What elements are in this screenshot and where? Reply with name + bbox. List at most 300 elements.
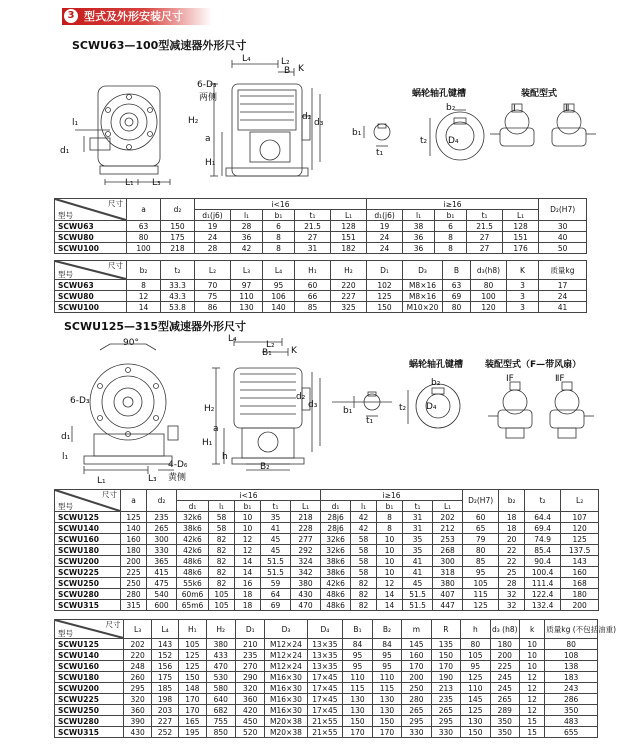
table-cell: 3 bbox=[507, 291, 539, 302]
table-cell: 10 bbox=[235, 523, 261, 534]
table-cell: 248 bbox=[124, 661, 151, 672]
table-row bbox=[55, 221, 587, 232]
table-cell: 24 bbox=[367, 243, 403, 254]
table-cell: 350 bbox=[490, 727, 519, 738]
table-cell: 27 bbox=[467, 243, 503, 254]
table-cell: 42 bbox=[231, 243, 263, 254]
model-cell: SCWU200 bbox=[55, 683, 124, 694]
table-cell: 10 bbox=[377, 567, 403, 578]
column-header: L₃ bbox=[124, 620, 151, 639]
s2-dim-d3: d₃ bbox=[308, 400, 318, 410]
table-cell: 430 bbox=[124, 727, 151, 738]
table-cell: 160 bbox=[402, 650, 431, 661]
table-cell: 28j6 bbox=[321, 512, 351, 523]
table-cell: 220 bbox=[331, 280, 367, 291]
table-cell: 24 bbox=[367, 232, 403, 243]
table-cell: 202 bbox=[124, 639, 151, 650]
table-cell: 38k6 bbox=[321, 567, 351, 578]
table-row bbox=[55, 534, 599, 545]
table-cell: 95 bbox=[343, 661, 372, 672]
table-cell: M8×16 bbox=[403, 291, 443, 302]
table-cell: 228 bbox=[291, 523, 321, 534]
table-cell: 168 bbox=[561, 578, 599, 589]
table2 bbox=[54, 260, 587, 313]
table-cell: 106 bbox=[263, 291, 295, 302]
table-cell: 28j6 bbox=[321, 523, 351, 534]
table-cell: 10 bbox=[520, 650, 545, 661]
table-cell: 295 bbox=[431, 716, 460, 727]
table-cell: 19 bbox=[195, 221, 231, 232]
s2-foot-label: 4-D₆ bbox=[168, 460, 188, 470]
corner-top-label: 尺寸 bbox=[108, 261, 123, 270]
s2-dim-d1: d₁ bbox=[61, 432, 71, 442]
column-header: H₂ bbox=[206, 620, 235, 639]
column-header: d₂ bbox=[161, 199, 195, 221]
table-cell: 132.4 bbox=[525, 600, 561, 611]
s1-dim-H1: H₁ bbox=[205, 158, 216, 168]
corner-bottom-label: 型号 bbox=[58, 211, 73, 220]
table-cell: 325 bbox=[331, 302, 367, 313]
table-cell: 250 bbox=[402, 683, 431, 694]
column-header: d₁(j6) bbox=[367, 210, 403, 221]
table-cell: M12×24 bbox=[265, 650, 307, 661]
table-cell: 210 bbox=[235, 639, 264, 650]
table-cell: 433 bbox=[206, 650, 235, 661]
table-cell: 125 bbox=[461, 705, 490, 716]
table-cell: M16×30 bbox=[265, 705, 307, 716]
table-cell: 520 bbox=[235, 727, 264, 738]
table-cell: 198 bbox=[151, 694, 178, 705]
table-cell: 330 bbox=[147, 545, 177, 556]
table-cell: 42k6 bbox=[177, 534, 209, 545]
table-cell: 42k6 bbox=[321, 578, 351, 589]
table-cell: 280 bbox=[121, 589, 147, 600]
s1-dim-d2: d₂ bbox=[302, 112, 312, 122]
table-cell: 150 bbox=[179, 672, 206, 683]
table-cell: 27 bbox=[295, 232, 331, 243]
section1-title: SCWU63—100型减速器外形尺寸 bbox=[72, 39, 247, 52]
table-cell: 36 bbox=[231, 232, 263, 243]
table-cell: 150 bbox=[367, 302, 403, 313]
table-cell: 120 bbox=[471, 302, 507, 313]
table3 bbox=[54, 489, 599, 611]
table-cell: 200 bbox=[121, 556, 147, 567]
table-cell: 175 bbox=[151, 672, 178, 683]
table-cell: 51.5 bbox=[261, 567, 291, 578]
table-cell: 12 bbox=[235, 545, 261, 556]
table-cell: 82 bbox=[351, 600, 377, 611]
table-cell: 48k6 bbox=[321, 600, 351, 611]
table-cell: 380 bbox=[291, 578, 321, 589]
table-cell: 130 bbox=[461, 716, 490, 727]
table-row bbox=[55, 589, 599, 600]
table-cell: 108 bbox=[545, 650, 598, 661]
model-cell: SCWU100 bbox=[55, 302, 127, 313]
corner-bottom-label: 型号 bbox=[58, 502, 73, 511]
table-cell: 45 bbox=[261, 534, 291, 545]
table-cell: 14 bbox=[127, 302, 161, 313]
table-cell: 150 bbox=[343, 716, 372, 727]
table-cell: 130 bbox=[343, 694, 372, 705]
table-cell: M10×20 bbox=[403, 302, 443, 313]
table-cell: 12 bbox=[520, 683, 545, 694]
table-cell: 125 bbox=[463, 600, 499, 611]
table-cell: 102 bbox=[367, 280, 403, 291]
s1-worm-keyway-label: 蜗轮轴孔键槽 bbox=[412, 89, 467, 99]
table-cell: 420 bbox=[235, 705, 264, 716]
table-cell: 8 bbox=[435, 232, 467, 243]
table-cell: 17 bbox=[539, 280, 587, 291]
table-cell: 41 bbox=[539, 302, 587, 313]
group-header-i-lt-16: i<16 bbox=[195, 199, 367, 210]
table-cell: 17×45 bbox=[307, 694, 343, 705]
table-cell: 143 bbox=[151, 639, 178, 650]
s2-dim-b2: b₂ bbox=[431, 378, 441, 388]
table-cell: 145 bbox=[402, 639, 431, 650]
column-header: L₄ bbox=[151, 620, 178, 639]
table-cell: 300 bbox=[147, 534, 177, 545]
column-header: d₃(h8) bbox=[471, 261, 507, 280]
table-row bbox=[55, 639, 598, 650]
corner-top-label: 尺寸 bbox=[102, 490, 117, 499]
s2-dim-L4: L₄ bbox=[228, 334, 237, 344]
table-cell: 16 bbox=[235, 578, 261, 589]
table-cell: 35 bbox=[261, 512, 291, 523]
table-cell: 218 bbox=[161, 243, 195, 254]
table-cell: 160 bbox=[121, 534, 147, 545]
table-cell: 10 bbox=[235, 512, 261, 523]
table-cell: 60m6 bbox=[177, 589, 209, 600]
table-cell: 183 bbox=[545, 672, 598, 683]
column-header: t₂ bbox=[525, 490, 561, 512]
table-cell: 380 bbox=[433, 578, 463, 589]
table-cell: 36 bbox=[403, 243, 435, 254]
table-cell: 10 bbox=[520, 639, 545, 650]
table-cell: 13×35 bbox=[307, 639, 343, 650]
table-cell: 10 bbox=[377, 534, 403, 545]
model-cell: SCWU160 bbox=[55, 534, 121, 545]
column-header: a bbox=[127, 199, 161, 221]
table-cell: 66 bbox=[295, 291, 331, 302]
model-cell: SCWU280 bbox=[55, 716, 124, 727]
table-cell: 85.4 bbox=[525, 545, 561, 556]
table-cell: 110 bbox=[461, 683, 490, 694]
column-header: B₂ bbox=[372, 620, 401, 639]
corner-bottom-label: 型号 bbox=[58, 270, 73, 279]
table-cell: 18 bbox=[235, 589, 261, 600]
table-corner-header bbox=[55, 199, 127, 221]
s1-dim-t1: t₁ bbox=[376, 148, 384, 158]
model-cell: SCWU100 bbox=[55, 243, 127, 254]
table-cell: 22 bbox=[499, 545, 525, 556]
table-cell: 170 bbox=[431, 661, 460, 672]
model-cell: SCWU80 bbox=[55, 232, 127, 243]
table-cell: 6 bbox=[263, 221, 295, 232]
table-cell: 180 bbox=[561, 589, 599, 600]
s1-dim-B: B bbox=[284, 66, 291, 76]
column-header: t₁ bbox=[467, 210, 503, 221]
table-cell: 200 bbox=[561, 600, 599, 611]
table-cell: 320 bbox=[235, 683, 264, 694]
table-cell: 320 bbox=[124, 694, 151, 705]
table-cell: 252 bbox=[151, 727, 178, 738]
table-cell: M16×30 bbox=[265, 672, 307, 683]
table-cell: 85 bbox=[463, 556, 499, 567]
table-cell: 265 bbox=[402, 705, 431, 716]
table-cell: 79 bbox=[463, 534, 499, 545]
table-cell: M12×24 bbox=[265, 661, 307, 672]
table-cell: 148 bbox=[179, 683, 206, 694]
column-header: B bbox=[443, 261, 471, 280]
table-cell: 64.4 bbox=[525, 512, 561, 523]
table-cell: 475 bbox=[147, 578, 177, 589]
table-row bbox=[55, 650, 598, 661]
column-header: d₁ bbox=[177, 501, 209, 512]
table-cell: 235 bbox=[147, 512, 177, 523]
table-cell: 125 bbox=[561, 534, 599, 545]
section2-drawing bbox=[50, 330, 610, 490]
table-cell: 115 bbox=[372, 683, 401, 694]
table-cell: 28 bbox=[195, 243, 231, 254]
table-cell: 21×55 bbox=[307, 716, 343, 727]
table-cell: 227 bbox=[331, 291, 367, 302]
table-cell: 235 bbox=[431, 694, 460, 705]
table-cell: M20×38 bbox=[265, 727, 307, 738]
table-cell: 80 bbox=[127, 232, 161, 243]
table-row bbox=[55, 302, 587, 313]
s1-assembly-label: 装配型式 bbox=[521, 89, 558, 99]
table-cell: 12 bbox=[520, 694, 545, 705]
model-cell: SCWU180 bbox=[55, 545, 121, 556]
table-cell: 111.4 bbox=[525, 578, 561, 589]
table-cell: 21.5 bbox=[295, 221, 331, 232]
section-header-title: 型式及外形安装尺寸 bbox=[84, 10, 183, 23]
table-cell: 58 bbox=[209, 523, 235, 534]
table-cell: 43.3 bbox=[161, 291, 195, 302]
table-cell: 25 bbox=[499, 567, 525, 578]
table-cell: 80 bbox=[463, 545, 499, 556]
table-cell: 42 bbox=[351, 512, 377, 523]
table-row bbox=[55, 243, 587, 254]
model-cell: SCWU250 bbox=[55, 578, 121, 589]
table-cell: 59 bbox=[261, 578, 291, 589]
table-cell: 318 bbox=[433, 567, 463, 578]
table-cell: 245 bbox=[490, 683, 519, 694]
s2-angle-label: 90° bbox=[123, 338, 139, 348]
table-cell: 190 bbox=[431, 672, 460, 683]
table-cell: 107 bbox=[561, 512, 599, 523]
table-cell: 202 bbox=[433, 512, 463, 523]
column-header: d₁(j6) bbox=[195, 210, 231, 221]
table-cell: 32k6 bbox=[321, 534, 351, 545]
table-cell: 75 bbox=[195, 291, 231, 302]
corner-top-label: 尺寸 bbox=[105, 620, 121, 629]
table-cell: 280 bbox=[402, 694, 431, 705]
column-header: H₁ bbox=[295, 261, 331, 280]
column-header: l₁ bbox=[403, 210, 435, 221]
table-cell: 160 bbox=[561, 567, 599, 578]
table-cell: 137.5 bbox=[561, 545, 599, 556]
table-cell: 180 bbox=[121, 545, 147, 556]
corner-bottom-label: 型号 bbox=[58, 629, 73, 638]
table-cell: 12 bbox=[520, 672, 545, 683]
table-cell: 225 bbox=[121, 567, 147, 578]
column-header: k bbox=[520, 620, 545, 639]
table-cell: 38k6 bbox=[177, 523, 209, 534]
table-cell: 145 bbox=[461, 694, 490, 705]
s2-dim-D4: D₄ bbox=[426, 402, 437, 412]
table-cell: 115 bbox=[343, 683, 372, 694]
table-cell: 48k6 bbox=[321, 589, 351, 600]
table-cell: 8 bbox=[435, 243, 467, 254]
table-cell: 110 bbox=[343, 672, 372, 683]
table-cell: 253 bbox=[433, 534, 463, 545]
s2-dim-b1: b₁ bbox=[343, 406, 353, 416]
table-cell: 125 bbox=[121, 512, 147, 523]
table-cell: 3 bbox=[507, 280, 539, 291]
table-cell: 15 bbox=[520, 716, 545, 727]
s1-dim-b2: b₂ bbox=[446, 103, 456, 113]
table-cell: 330 bbox=[402, 727, 431, 738]
table-cell: 82 bbox=[209, 534, 235, 545]
table-cell: 80 bbox=[461, 639, 490, 650]
model-cell: SCWU225 bbox=[55, 567, 121, 578]
table-cell: 28 bbox=[231, 221, 263, 232]
table-cell: 195 bbox=[179, 727, 206, 738]
column-header: l₁ bbox=[231, 210, 263, 221]
table-cell: 31 bbox=[295, 243, 331, 254]
table-cell: 51.5 bbox=[403, 600, 433, 611]
table-cell: 265 bbox=[147, 523, 177, 534]
table-cell: 130 bbox=[372, 694, 401, 705]
table-cell: 128 bbox=[331, 221, 367, 232]
column-header: l₁ bbox=[209, 501, 235, 512]
table-cell: 135 bbox=[431, 639, 460, 650]
model-cell: SCWU225 bbox=[55, 694, 124, 705]
table-cell: 22 bbox=[499, 556, 525, 567]
s2-assembly-label: 装配型式（F—带风扇） bbox=[485, 360, 582, 370]
column-header: K bbox=[507, 261, 539, 280]
s2-assembly-IIF: ⅡF bbox=[555, 374, 565, 384]
table-header-row bbox=[55, 490, 599, 501]
column-header: B₁ bbox=[343, 620, 372, 639]
table1 bbox=[54, 198, 587, 254]
column-header: b₂ bbox=[127, 261, 161, 280]
section-number: 3 bbox=[64, 9, 78, 23]
table-cell: 407 bbox=[433, 589, 463, 600]
table-cell: 19 bbox=[367, 221, 403, 232]
table-cell: 97 bbox=[231, 280, 263, 291]
column-header: L₂ bbox=[561, 490, 599, 512]
group-header-i-ge-16: i≥16 bbox=[367, 199, 539, 210]
column-header: D₃ bbox=[265, 620, 307, 639]
table-cell: 203 bbox=[151, 705, 178, 716]
table-cell: 140 bbox=[121, 523, 147, 534]
table-cell: 150 bbox=[372, 716, 401, 727]
column-header: D₄ bbox=[307, 620, 343, 639]
table-cell: 31 bbox=[403, 512, 433, 523]
table-cell: 32k6 bbox=[177, 512, 209, 523]
table-cell: 41 bbox=[403, 556, 433, 567]
table-cell: 265 bbox=[431, 705, 460, 716]
table-cell: 58 bbox=[351, 534, 377, 545]
table-cell: 86 bbox=[195, 302, 231, 313]
column-header: t₁ bbox=[403, 501, 433, 512]
table-cell: 213 bbox=[431, 683, 460, 694]
model-cell: SCWU80 bbox=[55, 291, 127, 302]
table-cell: 268 bbox=[433, 545, 463, 556]
column-header: L₁ bbox=[433, 501, 463, 512]
table-cell: 82 bbox=[351, 578, 377, 589]
table-cell: 540 bbox=[147, 589, 177, 600]
table-cell: 755 bbox=[206, 716, 235, 727]
model-cell: SCWU315 bbox=[55, 727, 124, 738]
table-cell: 8 bbox=[377, 512, 403, 523]
column-header: t₁ bbox=[295, 210, 331, 221]
table-header-row bbox=[55, 620, 598, 639]
s2-dim-B2: B₂ bbox=[260, 462, 270, 472]
table-cell: 110 bbox=[372, 672, 401, 683]
table-cell: 212 bbox=[433, 523, 463, 534]
s2-dim-t2: t₂ bbox=[399, 403, 407, 413]
table-cell: 17×45 bbox=[307, 683, 343, 694]
table-cell: 10 bbox=[520, 661, 545, 672]
s1-dim-H2: H₂ bbox=[188, 116, 199, 126]
table-cell: 185 bbox=[151, 683, 178, 694]
column-header: b₁ bbox=[235, 501, 261, 512]
column-header: a bbox=[121, 490, 147, 512]
section2-title: SCWU125—315型减速器外形尺寸 bbox=[64, 320, 246, 333]
model-cell: SCWU280 bbox=[55, 589, 121, 600]
table-cell: 27 bbox=[467, 232, 503, 243]
table-cell: 324 bbox=[291, 556, 321, 567]
table-cell: 270 bbox=[235, 661, 264, 672]
table-cell: 84 bbox=[343, 639, 372, 650]
table-cell: 95 bbox=[372, 661, 401, 672]
table-cell: 227 bbox=[151, 716, 178, 727]
model-cell: SCWU125 bbox=[55, 512, 121, 523]
table-cell: 10 bbox=[377, 545, 403, 556]
table-cell: 58 bbox=[209, 512, 235, 523]
table-cell: 82 bbox=[351, 589, 377, 600]
table-cell: 105 bbox=[209, 589, 235, 600]
model-cell: SCWU63 bbox=[55, 221, 127, 232]
table-cell: 100.4 bbox=[525, 567, 561, 578]
table-cell: 122.4 bbox=[525, 589, 561, 600]
table-cell: 156 bbox=[151, 661, 178, 672]
table-cell: 13×35 bbox=[307, 650, 343, 661]
table-cell: 14 bbox=[235, 556, 261, 567]
table-cell: 36 bbox=[403, 232, 435, 243]
table-cell: 42k6 bbox=[177, 545, 209, 556]
table-cell: 12 bbox=[377, 578, 403, 589]
table-cell: 151 bbox=[331, 232, 367, 243]
table-cell: 170 bbox=[179, 705, 206, 716]
table-row bbox=[55, 683, 598, 694]
table-cell: 530 bbox=[206, 672, 235, 683]
table-cell: 8 bbox=[263, 232, 295, 243]
s1-dim-L2: L₂ bbox=[281, 57, 290, 67]
model-cell: SCWU200 bbox=[55, 556, 121, 567]
column-header: L₃ bbox=[231, 261, 263, 280]
table-corner-header bbox=[55, 620, 124, 639]
table-cell: 32k6 bbox=[321, 545, 351, 556]
model-cell: SCWU125 bbox=[55, 639, 124, 650]
s1-dim-D4: D₄ bbox=[448, 136, 459, 146]
table-cell: 105 bbox=[209, 600, 235, 611]
table-cell: 350 bbox=[545, 705, 598, 716]
s2-dim-t1: t₁ bbox=[366, 416, 374, 426]
